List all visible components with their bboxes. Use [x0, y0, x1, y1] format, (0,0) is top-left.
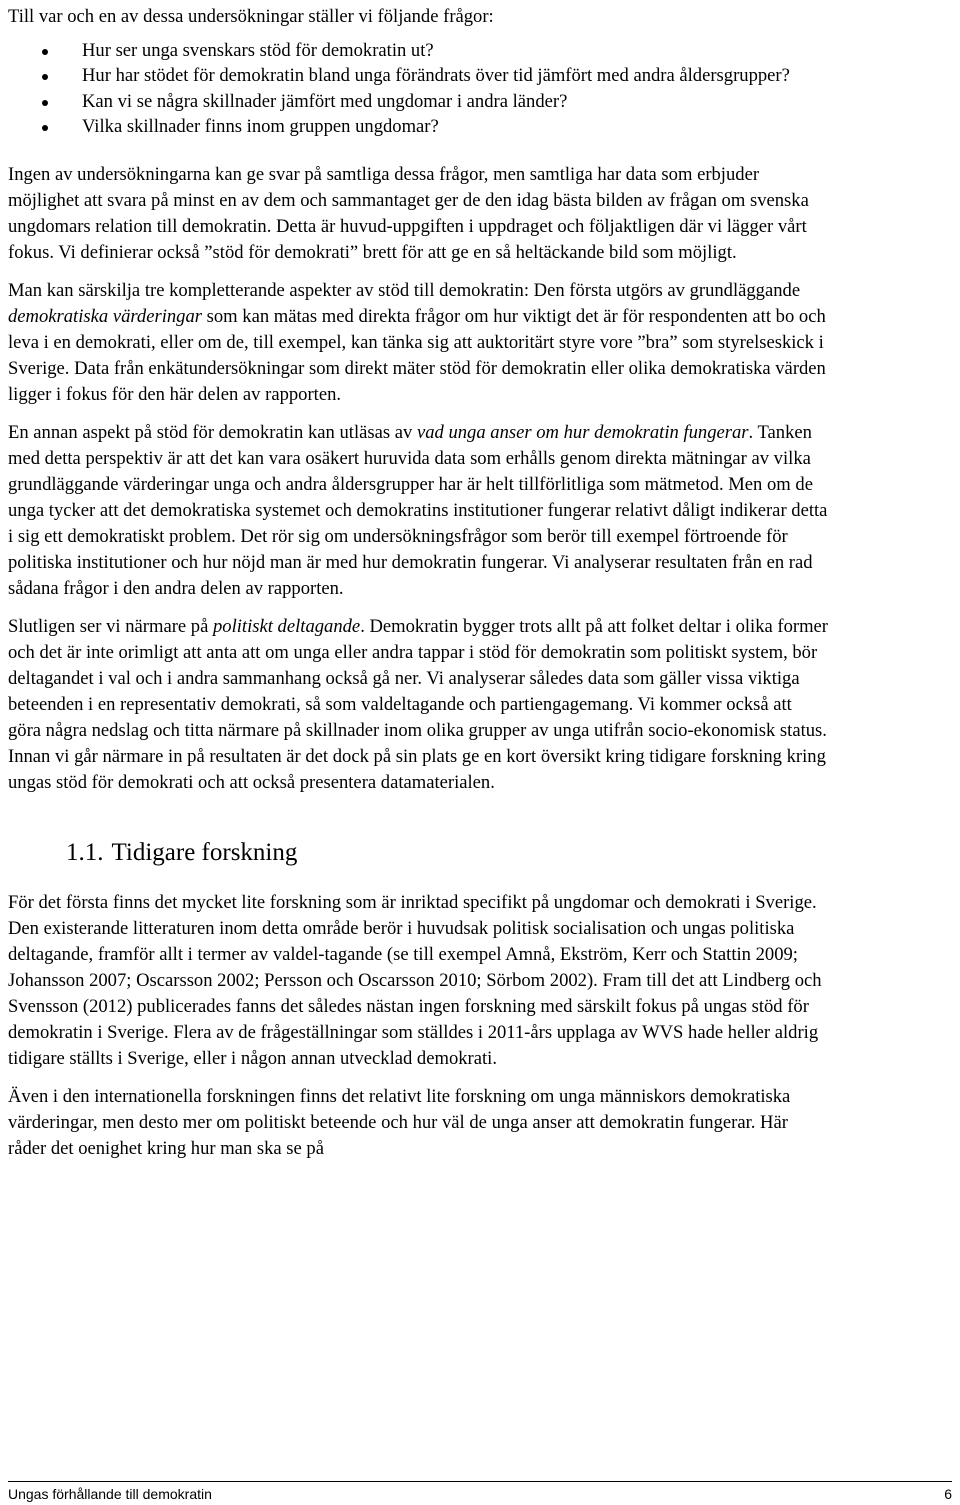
emphasis: vad unga anser om hur demokratin fungerar	[416, 421, 749, 443]
page-footer	[8, 1481, 952, 1504]
section-title: Tidigare forskning	[111, 838, 298, 866]
text-run: Man kan särskilja tre kompletterande aspekter av stöd till demokratin: Den första utgörs av grundläggande	[8, 279, 801, 301]
list-item: Hur har stödet för demokratin bland unga förändrats över tid jämfört med andra åldersgrupper?	[8, 63, 828, 89]
section-heading	[66, 838, 828, 868]
text-run: Slutligen ser vi närmare på	[8, 615, 213, 637]
text-run: . Tanken med detta perspektiv är att det kan vara osäkert huruvida data som erhålls genom direkta mätningar av vilka grundläggande värderingar unga och andra åldersgrupper har är helt tillförlitliga som mätmetod. Men om de unga tycker att det demokratiska systemet och demokratins institutioner fungerar relativt dåligt indikerar detta i sig ett demokratiskt problem. Det rör sig om undersökningsfrågor som berör till exempel förtroende för politiska institutioner och hur nöjd man är med hur demokratin fungerar. Vi analyserar resultaten från en rad sådana frågor i den andra delen av rapporten.	[8, 421, 828, 599]
emphasis: demokratiska värderingar	[8, 305, 202, 327]
paragraph-research-international: Även i den internationella forskningen finns det relativt lite forskning om unga människors demokratiska värderingar, men desto mer om politiskt beteende och hur väl de unga anser att demokratin fungerar. Här råder det oenighet kring hur man ska se på	[8, 1085, 791, 1159]
section-number: 1.1.	[66, 838, 104, 866]
question-list	[8, 38, 828, 140]
paragraph-research-sweden: För det första finns det mycket lite forskning som är inriktad specifikt på ungdomar och demokrati i Sverige. Den existerande litteraturen inom detta område berör i huvudsak politisk socialisation och ungas politiska deltagande, framför allt i termer av valdel-tagande (se till exempel Amnå, Ekström, Kerr och Stattin 2009; Johansson 2007; Oscarsson 2002; Persson och Oscarsson 2010; Sörbom 2002). Fram till det att Lindberg och Svensson (2012) publicerades fanns det således nästan ingen forskning med särskilt fokus på ungas stöd för demokratin i Sverige. Flera av de frågeställningar som ställdes i 2011-års upplaga av WVS hade heller aldrig tidigare ställts i Sverige, eller i någon annan utvecklad demokrati.	[8, 891, 822, 1069]
text-run: En annan aspekt på stöd för demokratin kan utläsas av	[8, 421, 417, 443]
intro-text: Till var och en av dessa undersökningar ställer vi följande frågor:	[8, 6, 494, 27]
footer-title: Ungas förhållande till demokratin	[8, 1486, 212, 1502]
list-item: Hur ser unga svenskars stöd för demokratin ut?	[8, 38, 828, 64]
list-item: Vilka skillnader finns inom gruppen ungdomar?	[8, 114, 828, 140]
paragraph-participation	[8, 614, 828, 796]
emphasis: politiskt deltagande	[213, 615, 361, 637]
paragraph-scope: Ingen av undersökningarna kan ge svar på samtliga dessa frågor, men samtliga har data som erbjuder möjlighet att svara på minst en av dem och sammantaget ger de den idag bästa bilden av frågan om svenska ungdomars relation till demokratin. Detta är huvud-uppgiften i uppdraget och följaktligen där vi lägger vårt fokus. Vi definierar också ”stöd för demokrati” brett för att ge en så heltäckande bild som möjligt.	[8, 163, 809, 263]
text-run: . Demokratin bygger trots allt på att folket deltar i olika former och det är inte orimligt att anta att om unga eller andra tappar i stöd för demokratin som politiskt system, bör deltagandet i val och i andra sammanhang också gå ner. Vi analyserar således data som gäller vissa viktiga beteenden i en representativ demokrati, så som valdeltagande och partiengagemang. Vi kommer också att göra några nedslag och titta närmare på skillnader inom olika grupper av unga utifrån socio-ekonomisk status. Innan vi går närmare in på resultaten är det dock på sin plats ge en kort översikt kring tidigare forskning kring ungas stöd för demokrati och att också presentera datamaterialen.	[8, 615, 828, 793]
paragraph-functioning	[8, 420, 828, 602]
paragraph-values	[8, 278, 828, 408]
text-run: som kan mätas med direkta frågor om hur viktigt det är för respondenten att bo och leva i en demokrati, eller om de, till exempel, kan tänka sig att auktoritärt styre vore ”bra” som styrelseskick i Sverige. Data från enkätundersökningar som direkt mäter stöd för demokratin eller olika demokratiska värden ligger i fokus för den här delen av rapporten.	[8, 305, 826, 405]
document-page	[8, 0, 828, 1162]
page-number: 6	[944, 1486, 952, 1502]
list-item: Kan vi se några skillnader jämfört med ungdomar i andra länder?	[8, 89, 828, 115]
